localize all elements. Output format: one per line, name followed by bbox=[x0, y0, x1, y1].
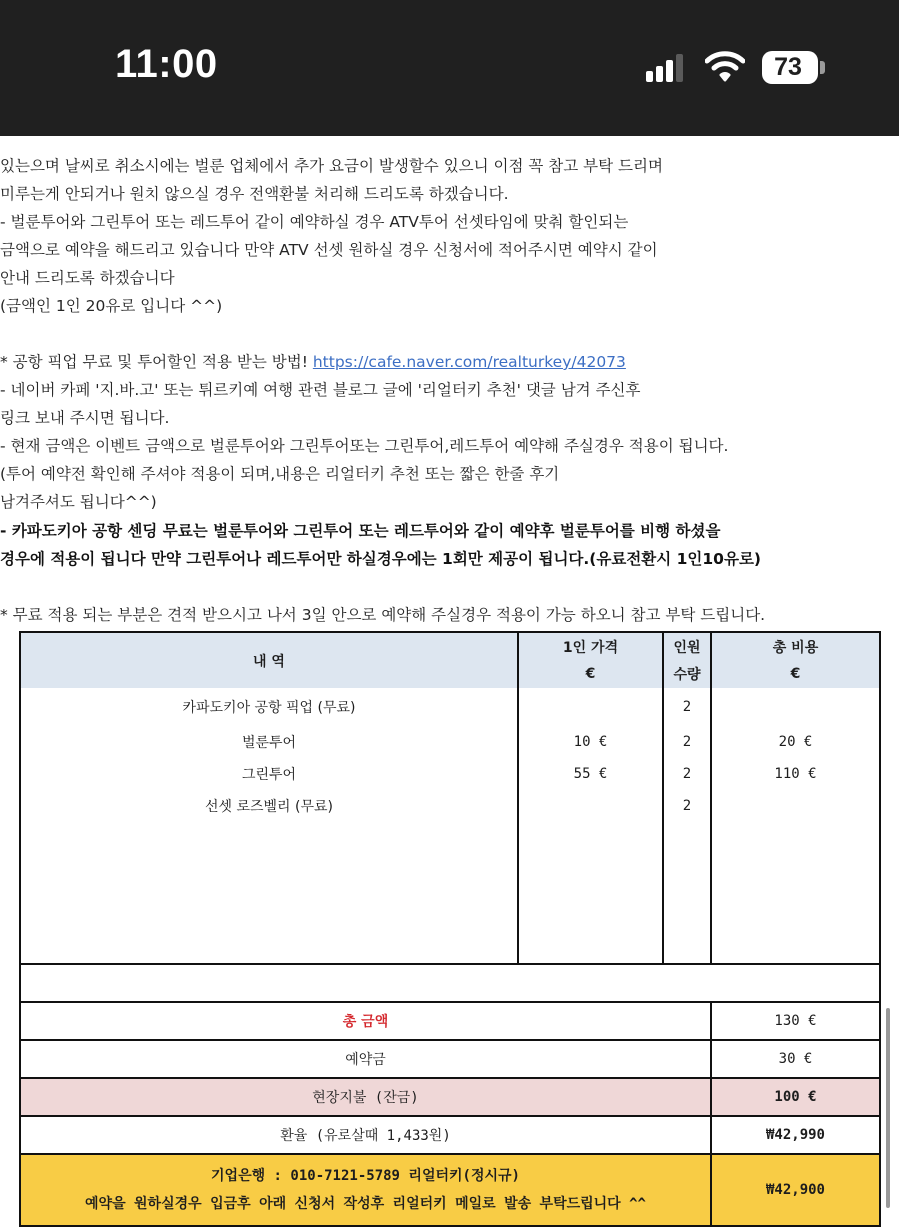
row-unit-price bbox=[518, 790, 663, 822]
note-line-with-link bbox=[0, 350, 626, 372]
row-qty: 2 bbox=[663, 726, 711, 758]
note-text: * 공항 픽업 무료 및 투어할인 적용 받는 방법! bbox=[0, 353, 313, 371]
cafe-link[interactable]: https://cafe.naver.com/realturkey/42073 bbox=[312, 353, 626, 371]
row-qty: 2 bbox=[663, 688, 711, 726]
note-line: 링크 보내 주시면 됩니다. bbox=[0, 409, 170, 427]
status-time: 11:00 bbox=[115, 42, 218, 86]
row-unit-price: 55 € bbox=[518, 758, 663, 790]
row-qty: 2 bbox=[663, 758, 711, 790]
battery-cap bbox=[820, 61, 825, 74]
note-line: 있는으며 날씨로 취소시에는 벌룬 업체에서 추가 요금이 발생할수 있으니 이점 꼭 참고 부탁 드리며 bbox=[0, 157, 663, 175]
summary-deposit-value: 30 € bbox=[711, 1040, 880, 1078]
bank-instruction-line: 예약을 원하실경우 입금후 아래 신청서 작성후 리얼터키 메일로 발송 부탁드립니다 ^^ bbox=[85, 1196, 646, 1212]
note-line: 안내 드리도록 하겠습니다 bbox=[0, 269, 175, 287]
note-line: - 네이버 카페 '지.바.고' 또는 튀르키예 여행 관련 블로그 글에 '리얼터키 추천' 댓글 남겨 주신후 bbox=[0, 381, 641, 399]
summary-total-row bbox=[20, 1002, 880, 1040]
summary-balance-row bbox=[20, 1078, 880, 1116]
summary-exchange-label: 환율 (유로살때 1,433원) bbox=[20, 1116, 711, 1154]
row-item: 카파도키아 공항 픽업 (무료) bbox=[20, 688, 518, 726]
status-bar bbox=[0, 0, 899, 136]
table-row bbox=[20, 758, 880, 790]
header-item: 내 역 bbox=[20, 632, 518, 688]
header-people: 인원 bbox=[663, 632, 711, 660]
table-header-row bbox=[20, 632, 880, 660]
header-total: 총 비용 bbox=[711, 632, 880, 660]
note-line-bold: - 카파도키아 공항 센딩 무료는 벌룬투어와 그린투어 또는 레드투어와 같이 예약후 벌룬투어를 비행 하셨을 bbox=[0, 522, 721, 540]
row-qty: 2 bbox=[663, 790, 711, 822]
wifi-icon bbox=[705, 50, 745, 82]
table-row bbox=[20, 726, 880, 758]
note-line: 미루는게 안되거나 원치 않으실 경우 전액환불 처리해 드리도록 하겠습니다. bbox=[0, 185, 509, 203]
table-blank-row bbox=[20, 822, 880, 964]
row-total bbox=[711, 790, 880, 822]
row-unit-price: 10 € bbox=[518, 726, 663, 758]
row-item: 선셋 로즈벨리 (무료) bbox=[20, 790, 518, 822]
bank-value: ₩42,900 bbox=[711, 1154, 880, 1226]
note-line: (금액인 1인 20유로 입니다 ^^) bbox=[0, 297, 223, 315]
battery-icon bbox=[762, 51, 818, 84]
table-row bbox=[20, 790, 880, 822]
summary-exchange-value: ₩42,990 bbox=[711, 1116, 880, 1154]
summary-balance-value: 100 € bbox=[711, 1078, 880, 1116]
summary-exchange-row bbox=[20, 1116, 880, 1154]
row-total bbox=[711, 688, 880, 726]
summary-deposit-label: 예약금 bbox=[20, 1040, 711, 1078]
note-line: * 무료 적용 되는 부분은 견적 받으시고 나서 3일 안으로 예약해 주실경우 적용이 가능 하오니 참고 부탁 드립니다. bbox=[0, 606, 766, 624]
header-unit-currency: € bbox=[518, 660, 663, 688]
header-total-currency: € bbox=[711, 660, 880, 688]
note-line: (투어 예약전 확인해 주셔야 적용이 되며,내용은 리얼터키 추천 또는 짧은 한줄 후기 bbox=[0, 465, 560, 483]
row-unit-price bbox=[518, 688, 663, 726]
battery-level: 73 bbox=[774, 53, 802, 81]
bank-info bbox=[20, 1154, 711, 1226]
estimate-table bbox=[19, 631, 881, 1227]
header-people-sub: 수량 bbox=[663, 660, 711, 688]
row-item: 벌룬투어 bbox=[20, 726, 518, 758]
bank-account-line: 기업은행 : 010-7121-5789 리얼터키(정시규) bbox=[211, 1168, 520, 1184]
table-row bbox=[20, 688, 880, 726]
row-total: 110 € bbox=[711, 758, 880, 790]
note-line: - 현재 금액은 이벤트 금액으로 벌룬투어와 그린투어또는 그린투어,레드투어 예약해 주실경우 적용이 됩니다. bbox=[0, 437, 729, 455]
summary-total-value: 130 € bbox=[711, 1002, 880, 1040]
summary-balance-label: 현장지불 (잔금) bbox=[20, 1078, 711, 1116]
row-item: 그린투어 bbox=[20, 758, 518, 790]
note-line: - 벌룬투어와 그린투어 또는 레드투어 같이 예약하실 경우 ATV투어 선셋타임에 맞춰 할인되는 bbox=[0, 213, 629, 231]
row-total: 20 € bbox=[711, 726, 880, 758]
summary-bank-row bbox=[20, 1154, 880, 1226]
summary-total-label: 총 금액 bbox=[20, 1002, 711, 1040]
note-line: 금액으로 예약을 해드리고 있습니다 만약 ATV 선셋 원하실 경우 신청서에 적어주시면 예약시 같이 bbox=[0, 241, 658, 259]
table-spacer-row bbox=[20, 964, 880, 1002]
note-line-bold: 경우에 적용이 됩니다 만약 그린투어나 레드투어만 하실경우에는 1회만 제공이 됩니다.(유료전환시 1인10유로) bbox=[0, 550, 762, 568]
note-line: 남겨주셔도 됩니다^^) bbox=[0, 493, 157, 511]
scrollbar[interactable] bbox=[886, 1008, 890, 1208]
header-unit-price: 1인 가격 bbox=[518, 632, 663, 660]
summary-deposit-row bbox=[20, 1040, 880, 1078]
cellular-signal-icon bbox=[646, 52, 684, 82]
